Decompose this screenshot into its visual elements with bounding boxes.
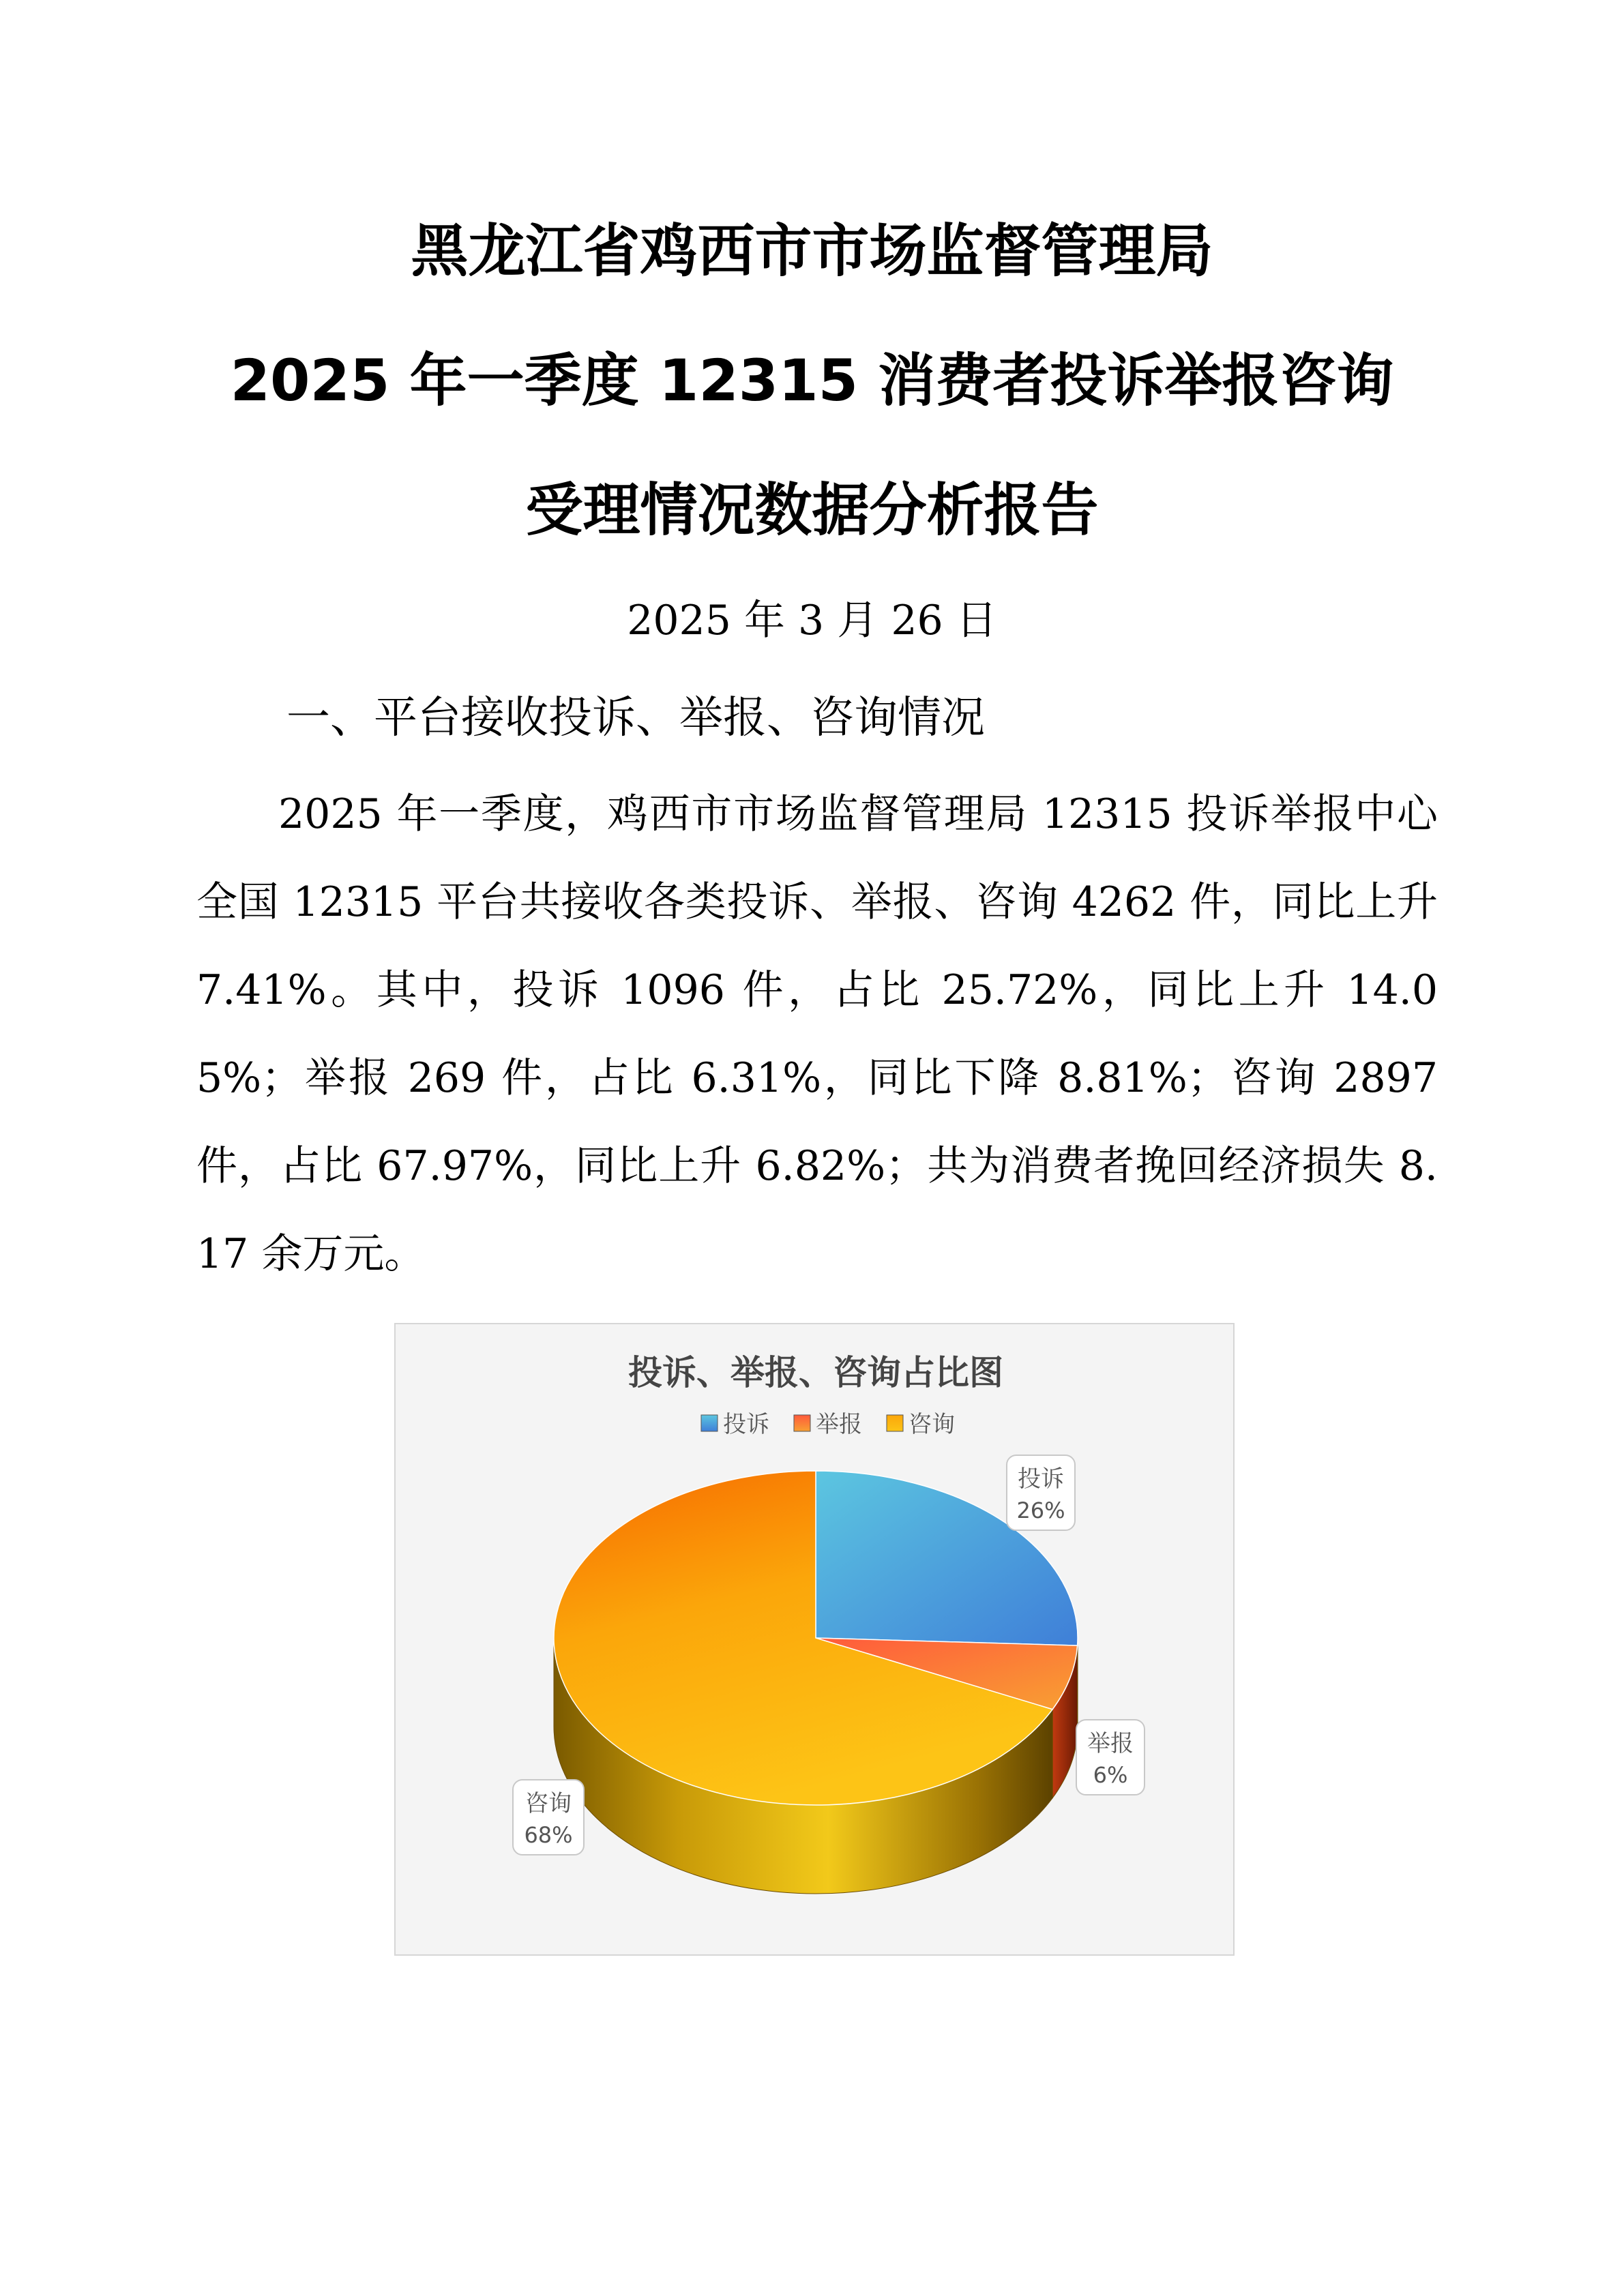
legend-swatch-report [794,1415,810,1431]
legend-label-report: 举报 [816,1411,862,1438]
pie-slices [554,1471,1078,1805]
section-heading: 一、平台接收投诉、举报、咨询情况 [286,693,985,743]
data-label-percent-complaint: 26% [1016,1497,1065,1523]
chart-title: 投诉、举报、咨询占比图 [628,1352,1003,1392]
legend-swatch-complaint [701,1415,718,1431]
body-paragraph: 2025 年一季度，鸡西市市场监督管理局 12315 投诉举报中心全国 12315 平台共接收各类投诉、举报、咨询 4262 件，同比上升 7.41%。其中，投诉 1096 件，占比 25.72%，同比上升 14.05%；举报 269 件，占比 6.31%，同比下降 8.81%；咨询 2897 件，占比 67.97%，同比上升 6.82%；共为消费者挽回经济损失 8.17 余万元。 [196,790,1438,1278]
document-date: 2025 年 3 月 26 日 [627,597,997,644]
data-label-percent-inquiry: 68% [524,1822,573,1848]
data-label-percent-report: 6% [1093,1762,1128,1788]
pie-chart [394,1323,1235,1956]
data-label-name-report: 举报 [1087,1730,1134,1757]
chart-legend [701,1411,955,1438]
title-line-1: 黑龙江省鸡西市市场监督管理局 [411,218,1213,284]
data-label-name-complaint: 投诉 [1018,1465,1064,1493]
legend-label-inquiry: 咨询 [909,1411,955,1438]
title-line-3: 受理情况数据分析报告 [525,477,1099,543]
data-label-name-inquiry: 咨询 [525,1790,572,1817]
pie-chart-svg [396,1324,1236,1957]
title-line-2: 2025 年一季度 12315 消费者投诉举报咨询 [230,347,1394,414]
legend-swatch-inquiry [887,1415,903,1431]
legend-label-complaint: 投诉 [723,1411,769,1438]
